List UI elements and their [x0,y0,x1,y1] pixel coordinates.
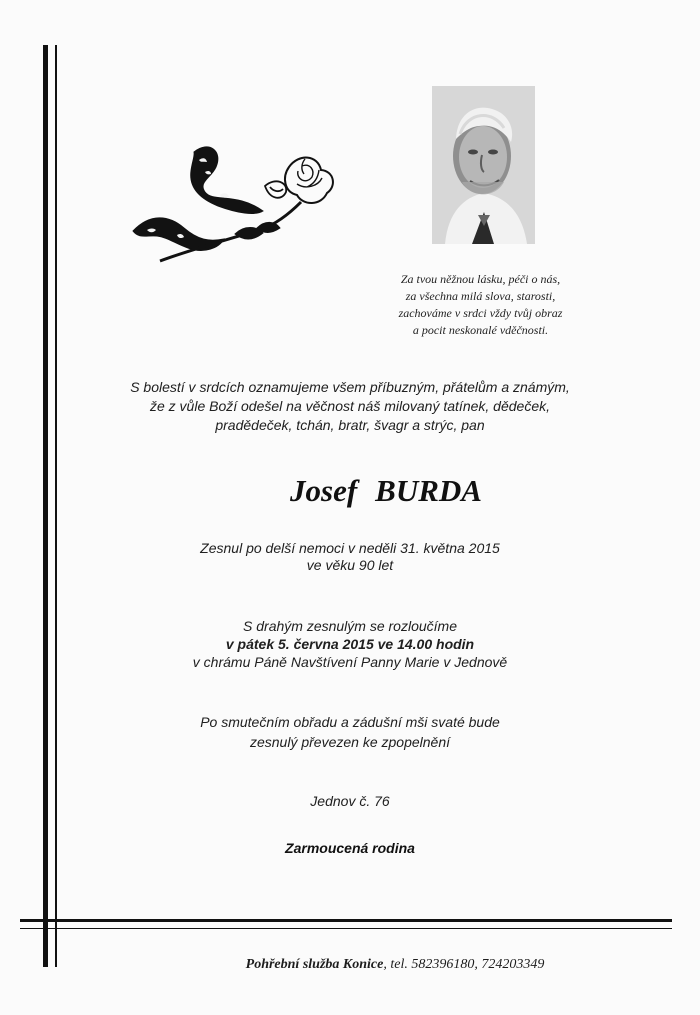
deceased-name [196,472,576,510]
farewell-date-time: v pátek 5. června 2015 ve 14.00 hodin [225,636,475,652]
funeral-service-name: Pohřební služba Konice [245,957,384,972]
telephone-label: , tel. [383,957,408,972]
rose-ribbon-upper [191,147,263,214]
announcement-line: S bolestí v srdcích oznamujeme všem příbuzným, přátelům a známým, [130,379,570,395]
poem-line: zachováme v srdci vždy tvůj obraz [398,306,563,320]
farewell-location: v chrámu Páně Navštívení Panny Marie v Jednově [192,654,508,670]
death-detail-line: ve věku 90 let [306,557,394,573]
deceased-first-name: Josef [290,473,358,508]
cremation-note-line: Po smutečním obřadu a zádušní mši svaté bude [200,714,500,730]
announcement-line: že z vůle Boží odešel na věčnost náš milovaný tatínek, dědeček, [149,398,550,414]
funeral-service-footer [170,956,620,974]
bottom-border-thick-line [20,919,672,922]
poem-line: a pocit neskonalé vděčnosti. [412,323,549,337]
rose-bud [265,181,286,198]
portrait-photo [432,86,535,244]
family-address: Jednov č. 76 [310,793,390,809]
farewell-line: S drahým zesnulým se rozloučíme [243,618,457,634]
poem-line: za všechna milá slova, starosti, [405,289,556,303]
rose-ornament [125,140,345,270]
poem-line: Za tvou něžnou lásku, péči o nás, [400,272,561,286]
telephone-numbers: 582396180, 724203349 [411,957,545,972]
death-announcement [120,378,580,435]
memorial-poem [358,271,603,339]
cremation-note-line: zesnulý převezen ke zpopelnění [249,734,451,750]
left-border-thin-line [55,45,57,967]
death-details [160,540,540,574]
bottom-border-thin-line [20,928,672,929]
death-detail-line: Zesnul po delší nemoci v neděli 31. května 2015 [200,540,500,556]
deceased-last-name: BURDA [375,473,482,508]
cremation-note [160,712,540,752]
announcement-line: pradědeček, tchán, bratr, švagr a strýc, pan [215,417,485,433]
farewell-details [160,617,540,671]
family-signature: Zarmoucená rodina [285,840,415,856]
left-border-thick-line [43,45,48,967]
